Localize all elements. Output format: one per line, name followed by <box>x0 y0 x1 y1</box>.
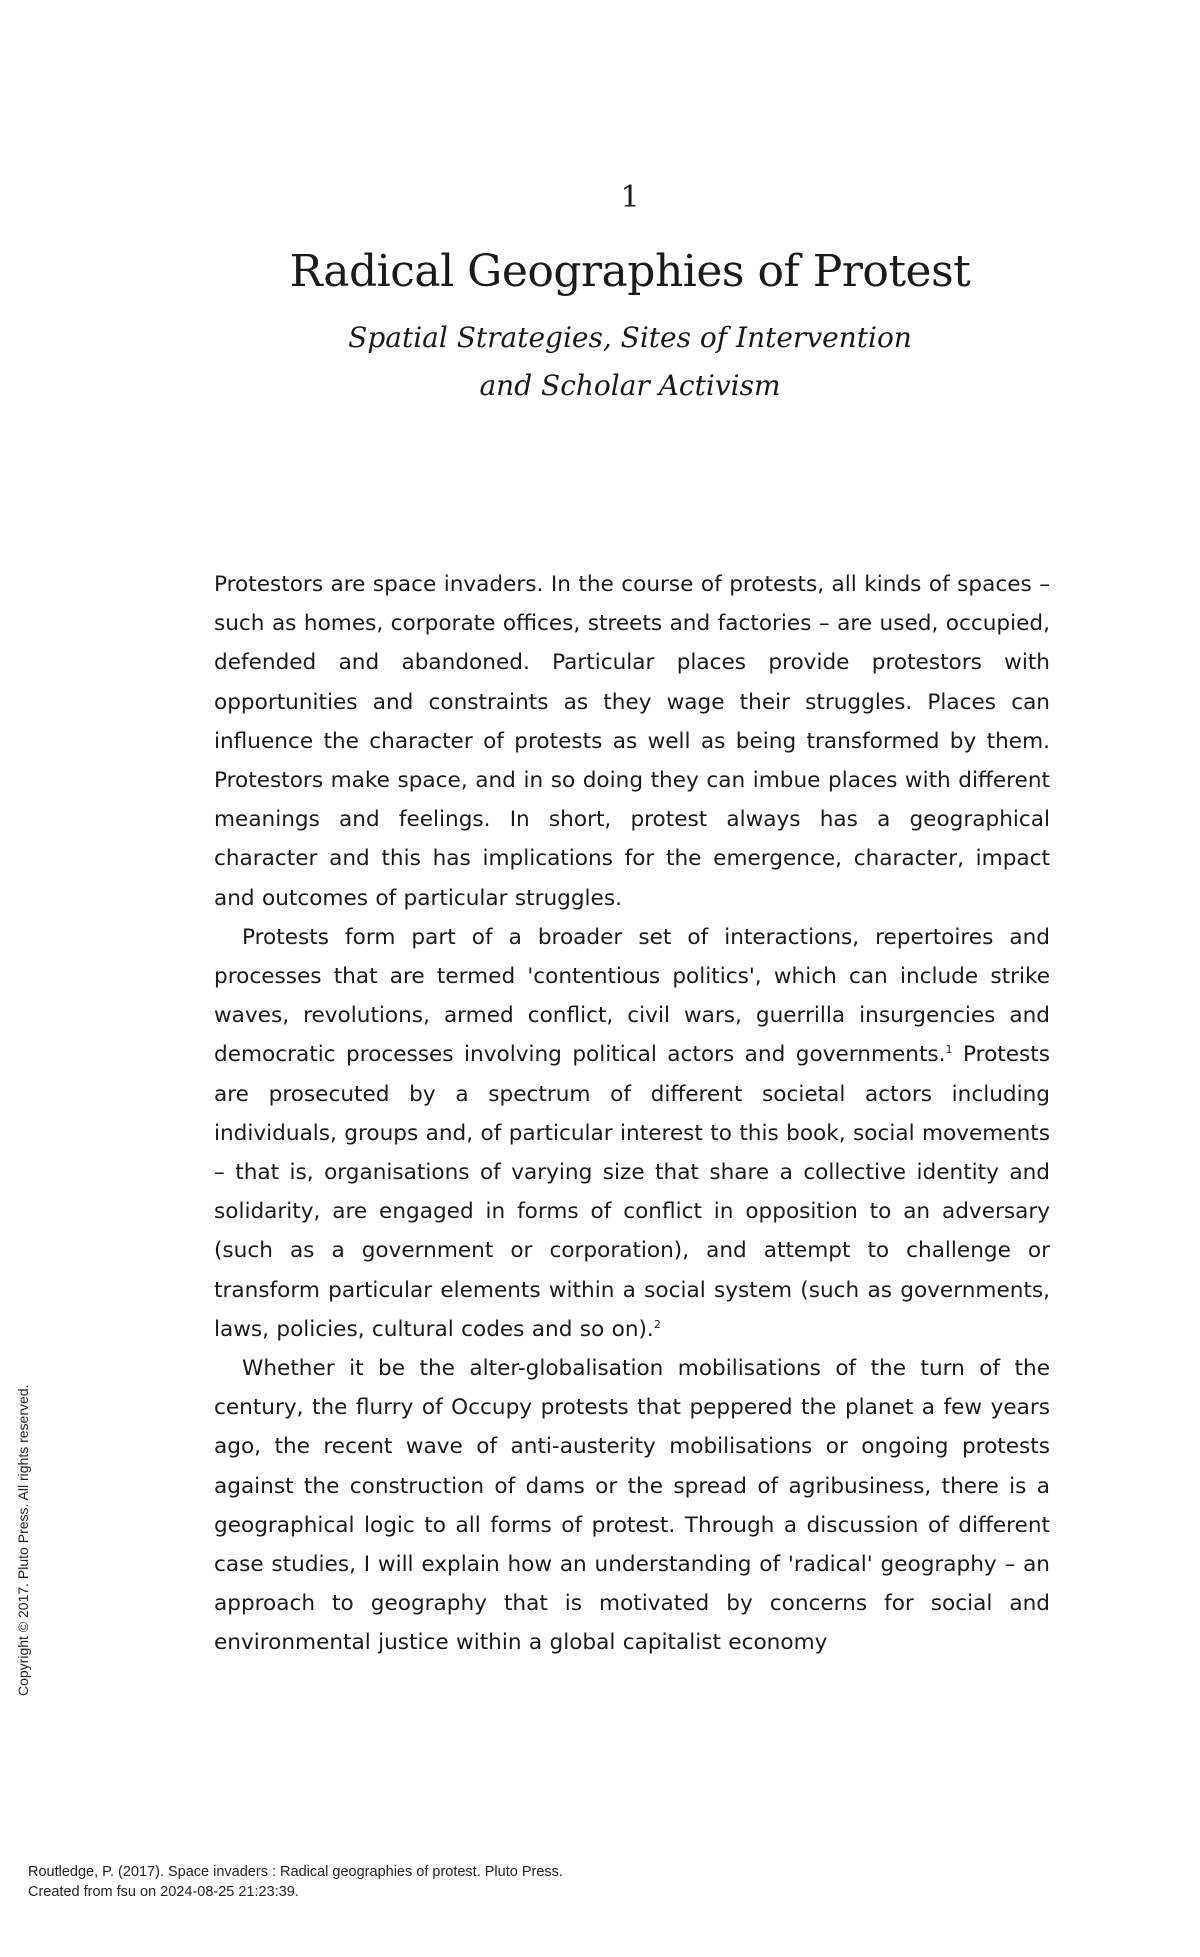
chapter-title: Radical Geographies of Protest <box>289 246 971 297</box>
paragraph-3: Whether it be the alter-globalisation mobilisations of the turn of the century, the flurry of Occupy protests that peppered the planet a few years ago, the recent wave of anti-austerity mobilisations or ongoing protests against the construction of dams or the spread of agribusiness, there is a geographical logic to all forms of protest. Through a discussion of different case studies, I will explain how an understanding of 'radical' geography – an approach to geography that is motivated by concerns for social and environmental justice within a global capitalist economy <box>214 1356 1050 1656</box>
chapter-number: 1 <box>620 180 640 215</box>
paragraph-2 <box>214 918 1050 1349</box>
chapter-subtitle-line-2: and Scholar Activism <box>479 369 781 402</box>
copyright-notice: Copyright © 2017. Pluto Press. All rights reserved. <box>15 1384 31 1696</box>
paragraph-2-part-1: Protests form part of a broader set of interactions, repertoires and processes that are termed 'contentious politics', which can include strike waves, revolutions, armed conflict, civil wars, guerrilla insurgencies and democratic processes involving political actors and governments. <box>214 924 1050 1068</box>
chapter-subtitle-line-1: Spatial Strategies, Sites of Intervention <box>348 321 912 354</box>
citation-footer <box>28 1862 563 1902</box>
chapter-body <box>214 565 1050 1663</box>
citation-line: Routledge, P. (2017). Space invaders : Radical geographies of protest. Pluto Press. <box>28 1864 563 1880</box>
paragraph-2-part-2: Protests are prosecuted by a spectrum of different societal actors including individuals, groups and, of particular interest to this book, social movements – that is, organisations of varying size that share a collective identity and solidarity, are engaged in forms of conflict in opposition to an adversary (such as a government or corporation), and attempt to challenge or transform particular elements within a social system (such as governments, laws, policies, cultural codes and so on). <box>214 1042 1050 1342</box>
chapter-subtitle <box>0 314 1200 410</box>
created-line: Created from fsu on 2024-08-25 21:23:39. <box>28 1884 299 1900</box>
footnote-marker-2[interactable]: 2 <box>653 1317 661 1331</box>
paragraph-1: Protestors are space invaders. In the course of protests, all kinds of spaces – such as homes, corporate offices, streets and factories – are used, occupied, defended and abandoned. Particular places provide protestors with opportunities and constraints as they wage their struggles. Places can influence the character of protests as well as being transformed by them. Protestors make space, and in so doing they can imbue places with different meanings and feelings. In short, protest always has a geographical character and this has implications for the emergence, character, impact and outcomes of particular struggles. <box>214 572 1050 911</box>
footnote-marker-1[interactable]: 1 <box>945 1043 953 1057</box>
